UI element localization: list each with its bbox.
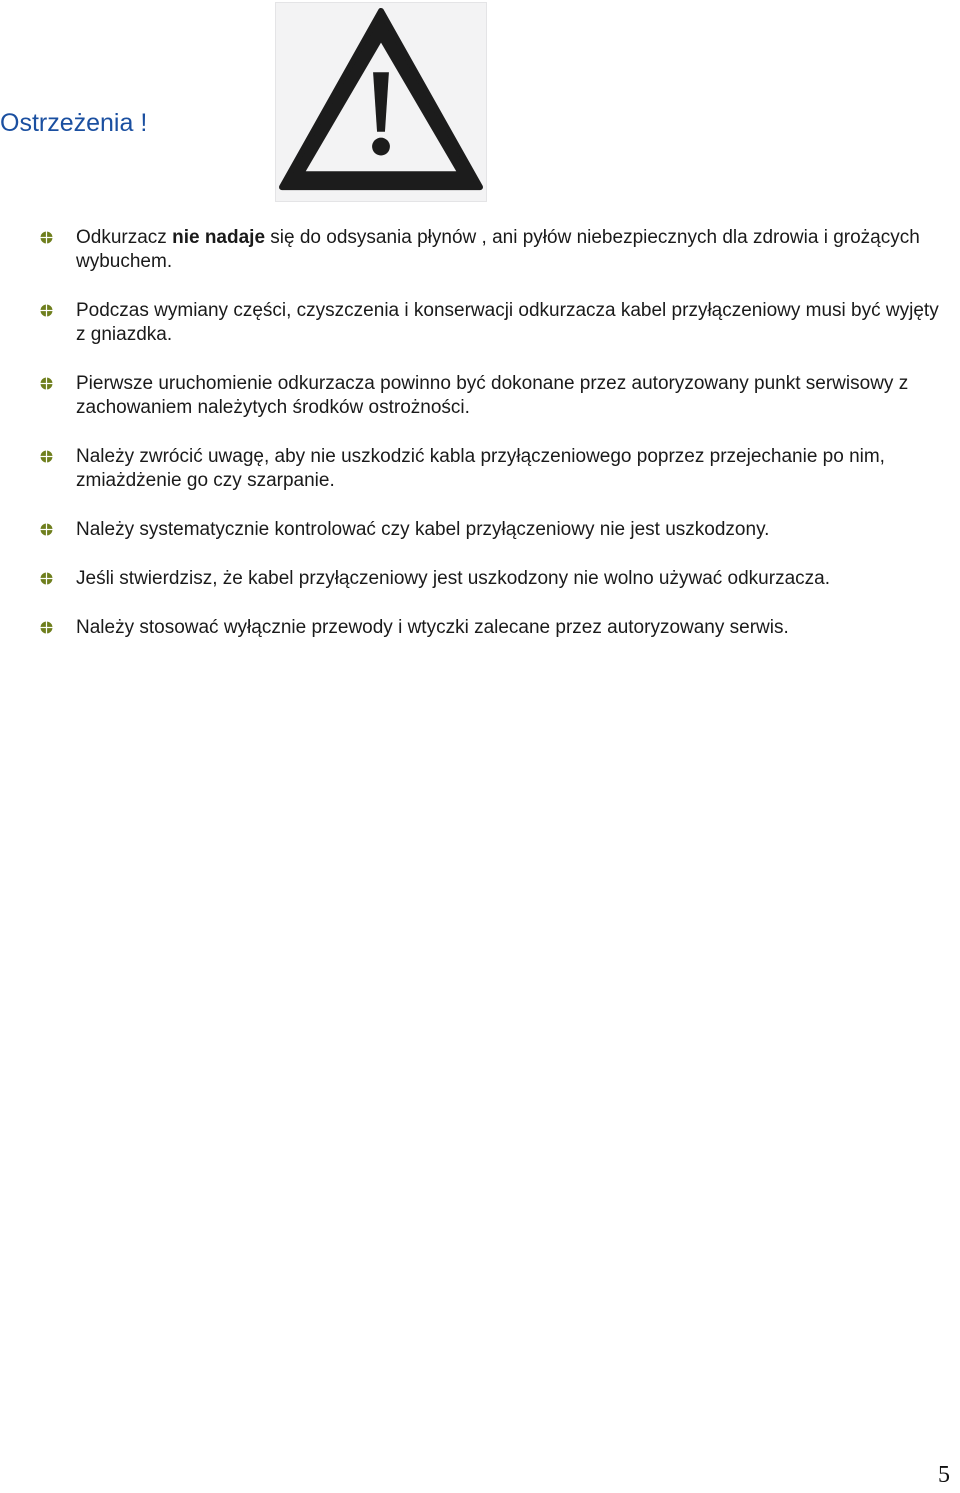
quartered-circle-bullet-icon bbox=[40, 450, 53, 463]
quartered-circle-bullet-icon bbox=[40, 572, 53, 585]
text-span: Odkurzacz bbox=[76, 227, 173, 248]
list-item-text bbox=[76, 372, 946, 420]
text-span: Należy stosować wyłącznie przewody i wtyczki zalecane przez autoryzowany serwis. bbox=[76, 617, 789, 638]
text-span: Należy systematycznie kontrolować czy kabel przyłączeniowy nie jest uszkodzony. bbox=[76, 519, 770, 540]
text-span: Podczas wymiany części, czyszczenia i konserwacji odkurzacza kabel przyłączeniowy musi być wyjęty z gniazdka. bbox=[76, 300, 939, 345]
page-heading: Ostrzeżenia ! bbox=[0, 109, 148, 137]
list-item-text bbox=[76, 299, 946, 347]
list-item-text bbox=[76, 518, 946, 542]
quartered-circle-bullet-icon bbox=[40, 621, 53, 634]
quartered-circle-bullet-icon bbox=[40, 523, 53, 536]
list-item-text bbox=[76, 226, 946, 274]
text-span: Pierwsze uruchomienie odkurzacza powinno być dokonane przez autoryzowany punkt serwisowy z zachowaniem należytych środków ostrożności. bbox=[76, 373, 909, 418]
quartered-circle-bullet-icon bbox=[40, 304, 53, 317]
text-span: się do odsysania płynów , ani pyłów niebezpiecznych dla zdrowia i grożących wybuchem. bbox=[76, 227, 920, 272]
page-number: 5 bbox=[938, 1462, 950, 1488]
text-span: Jeśli stwierdzisz, że kabel przyłączeniowy jest uszkodzony nie wolno używać odkurzacza. bbox=[76, 568, 830, 589]
emphasis-text: nie nadaje bbox=[172, 227, 266, 248]
list-item-text bbox=[76, 445, 946, 493]
warning-triangle-icon bbox=[275, 2, 487, 202]
list-item-text bbox=[76, 567, 946, 591]
list-item-text bbox=[76, 616, 946, 640]
quartered-circle-bullet-icon bbox=[40, 377, 53, 390]
quartered-circle-bullet-icon bbox=[40, 231, 53, 244]
text-span: Należy zwrócić uwagę, aby nie uszkodzić kabla przyłączeniowego poprzez przejechanie po nim, zmiażdżenie go czy szarpanie. bbox=[76, 446, 885, 491]
